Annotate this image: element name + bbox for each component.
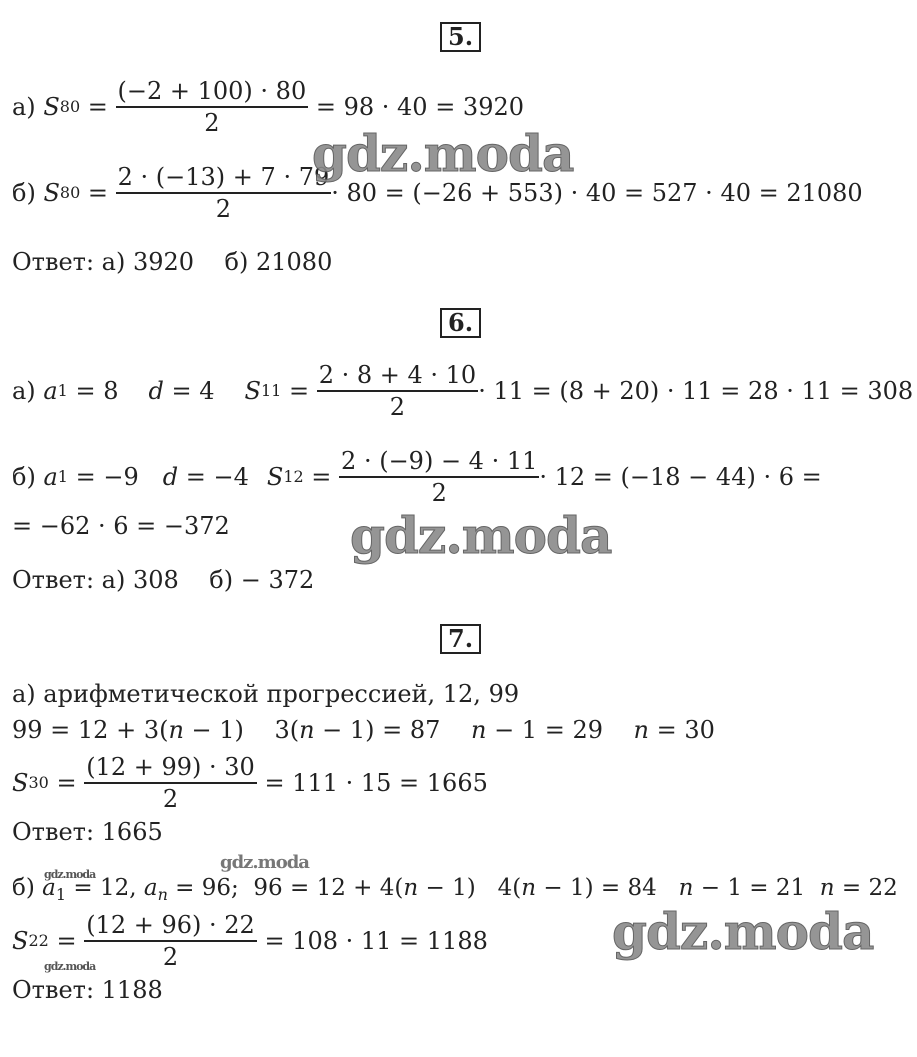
- item-label: а): [12, 93, 36, 121]
- watermark-logo: gdz.moda: [612, 902, 874, 961]
- fraction-denominator: 2: [215, 195, 232, 223]
- task6-answer: Ответ: а) 308 б) − 372: [12, 566, 315, 594]
- fraction-denominator: 2: [162, 943, 179, 971]
- fraction-numerator: 2 · 8 + 4 · 10: [317, 360, 479, 392]
- task5-a-line: а) S 80 = $\frac{(-2 + 100) \cdot 80}{2}$ = 98 · 40 = 3920: [12, 77, 525, 137]
- fraction: [116, 162, 332, 224]
- watermark-logo: gdz.moda: [44, 960, 96, 973]
- variable-n: n: [403, 875, 419, 901]
- difference-symbol: d: [162, 463, 179, 491]
- fraction: [84, 752, 257, 814]
- item-label: б): [12, 875, 35, 901]
- task-number-7: 7.: [440, 624, 481, 654]
- task6-b-continuation: = −62 · 6 = −372: [12, 512, 230, 540]
- fraction-numerator: (−2 + 100) · 80: [116, 76, 309, 108]
- sum-symbol: S: [12, 769, 29, 797]
- term-subscript: 1: [55, 885, 67, 904]
- equation-part: − 1) 3(: [183, 716, 300, 744]
- term-value: = 8: [75, 377, 119, 405]
- fraction-numerator: 2 · (−9) − 4 · 11: [339, 446, 539, 478]
- equation-part: = 96; 96 = 12 + 4(: [167, 875, 404, 901]
- watermark-logo: gdz.moda: [220, 852, 309, 873]
- task7-a-sum-line: S 30 = $\frac{(12 + 99) \cdot 30}{2}$ = 111 · 15 = 1665: [12, 753, 488, 813]
- term-value: = −9: [75, 463, 139, 491]
- equation-part: 99 = 12 + 3(: [12, 716, 169, 744]
- item-label: а): [12, 377, 36, 405]
- task7-a-line1: а) арифметической прогрессией, 12, 99: [12, 680, 520, 708]
- fraction: [339, 446, 539, 508]
- fraction: [317, 360, 479, 422]
- equation-part: = 22: [834, 875, 898, 901]
- equation-result: = 108 · 11 = 1188: [264, 927, 488, 955]
- sum-symbol: S: [43, 179, 60, 207]
- task-number-6: 6.: [440, 308, 481, 338]
- term-symbol: a: [43, 463, 58, 491]
- equation-result: · 80 = (−26 + 553) · 40 = 527 · 40 = 21080: [331, 179, 863, 207]
- equation-result: · 12 = (−18 − 44) · 6 =: [539, 463, 822, 491]
- sum-symbol: S: [266, 463, 284, 491]
- equation-part: − 1 = 21: [693, 875, 820, 901]
- task5-answer: Ответ: а) 3920 б) 21080: [12, 248, 333, 276]
- variable-n: n: [470, 716, 487, 744]
- difference-value: = 4: [171, 377, 215, 405]
- fraction-denominator: 2: [204, 109, 220, 137]
- fraction-denominator: 2: [389, 393, 406, 421]
- item-label: б): [12, 179, 36, 207]
- difference-value: = −4: [185, 463, 249, 491]
- term-subscript: n: [157, 885, 168, 904]
- term-symbol: a: [143, 875, 158, 901]
- task-number-5: 5.: [440, 22, 481, 52]
- equation-part: − 1) = 87: [314, 716, 471, 744]
- task5-b-line: б) S 80 = $\frac{2 \cdot (-13) + 7 \cdot 79}{2}$ · 80 = (−26 + 553) · 40 = 527 · 40 = 21080: [12, 163, 863, 223]
- sum-symbol: S: [12, 927, 29, 955]
- task7-b-sum-line: S 22 = $\frac{(12 + 96) \cdot 22}{2}$ = 108 · 11 = 1188: [12, 911, 488, 971]
- equation-part: = 30: [648, 716, 715, 744]
- term-symbol: a: [43, 377, 58, 405]
- item-label: б): [12, 463, 36, 491]
- fraction-numerator: 2 · (−13) + 7 · 79: [116, 162, 332, 194]
- term-value: = 12,: [66, 875, 144, 901]
- variable-n: n: [819, 875, 835, 901]
- fraction-numerator: (12 + 96) · 22: [84, 910, 257, 942]
- fraction-denominator: 2: [162, 785, 179, 813]
- task7-a-line2: [12, 716, 715, 744]
- fraction: [116, 76, 309, 138]
- equation-result: = 111 · 15 = 1665: [264, 769, 488, 797]
- watermark-logo: gdz.moda: [350, 506, 612, 565]
- sum-symbol: S: [43, 93, 60, 121]
- variable-n: n: [168, 716, 184, 744]
- variable-n: n: [521, 875, 537, 901]
- task7-b-answer: Ответ: 1188: [12, 976, 163, 1004]
- equation-part: − 1) = 84: [536, 875, 679, 901]
- fraction-numerator: (12 + 99) · 30: [84, 752, 257, 784]
- equation-part: − 1 = 29: [486, 716, 634, 744]
- watermark-logo: gdz.moda: [44, 868, 96, 881]
- variable-n: n: [678, 875, 694, 901]
- variable-n: n: [299, 716, 315, 744]
- term-symbol: a: [42, 875, 56, 901]
- equation-result: = 98 · 40 = 3920: [315, 93, 525, 121]
- task6-b-line: б) a 1 = −9 d = −4 S 12 = $\frac{2 \cdot (-9) - 4 \cdot 11}{2}$ · 12 = (−18 − 44) · 6 =: [12, 447, 822, 507]
- fraction: [84, 910, 257, 972]
- watermark-logo: gdz.moda: [312, 124, 574, 183]
- task7-b-line: [12, 874, 898, 902]
- equation-result: · 11 = (8 + 20) · 11 = 28 · 11 = 308: [478, 377, 914, 405]
- difference-symbol: d: [148, 377, 164, 405]
- task6-a-line: а) a 1 = 8 d = 4 S 11 = $\frac{2 \cdot 8 + 4 \cdot 10}{2}$ · 11 = (8 + 20) · 11 = 28 · 11 = 308: [12, 361, 914, 421]
- sum-symbol: S: [244, 377, 261, 405]
- task7-a-answer: Ответ: 1665: [12, 818, 163, 846]
- fraction-denominator: 2: [431, 479, 447, 507]
- variable-n: n: [633, 716, 649, 744]
- equation-part: − 1) 4(: [418, 875, 522, 901]
